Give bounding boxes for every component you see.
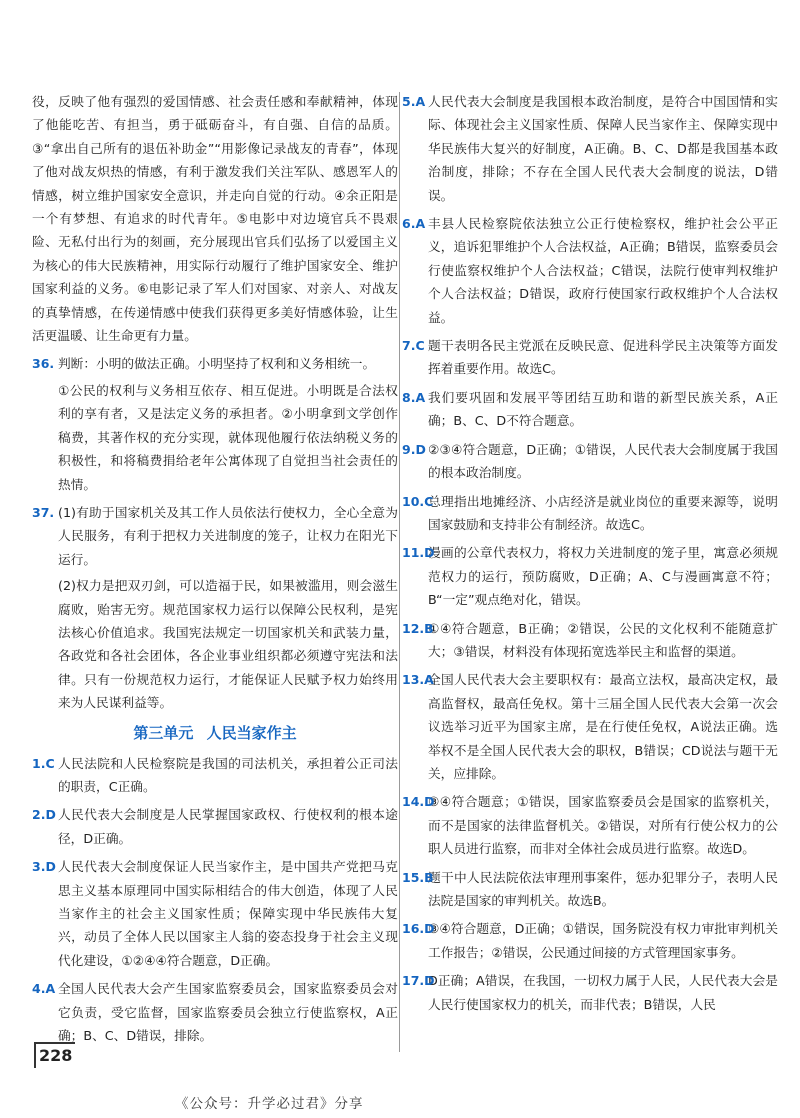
answer-37-part-2: (2)权力是把双刃剑，可以造福于民，如果被滥用，则会滋生腐败，贻害无穷。规范国家权力运行以保障公民权利，是宪法核心价值追求。我国宪法规定一切国家机关和武装力量，各政党和各社会团体，各企业事业组织都必须遵守宪法和法律。只有一份规范权力运行，才能保证人民赋予权力始终用来为人民谋利益等。 — [58, 578, 398, 711]
answer-number: 12.B — [402, 620, 434, 636]
left-column — [32, 90, 398, 1052]
answer-item — [32, 752, 398, 799]
answer-number: 11.D — [402, 545, 435, 561]
answer-37-number: 37. — [32, 504, 55, 520]
answer-number: 2.D — [32, 807, 56, 823]
answer-36 — [32, 352, 398, 375]
answer-number: 8.A — [402, 389, 426, 405]
answer-text: 人民法院和人民检察院是我国的司法机关，承担着公正司法的职责，C正确。 — [58, 755, 398, 794]
answer-item — [402, 334, 778, 381]
answer-text: D正确；A错误，在我国，一切权力属于人民，人民代表大会是人民行使国家权力的机关，而非代表；B错误，人民 — [428, 973, 778, 1012]
answer-item — [402, 617, 778, 664]
right-column — [402, 90, 778, 1021]
answer-text: 漫画的公章代表权力，将权力关进制度的笼子里，寓意必须规范权力的运行，预防腐败，D正确；A、C与漫画寓意不符；B“一定”观点绝对化，错误。 — [428, 545, 778, 608]
answer-item — [32, 803, 398, 850]
answer-number: 6.A — [402, 216, 426, 232]
answer-number: 3.D — [32, 859, 56, 875]
answer-item — [32, 855, 398, 972]
answer-number: 10.C — [402, 493, 434, 509]
answer-number: 17.D — [402, 973, 435, 989]
answer-37-part-1: (1)有助于国家机关及其工作人员依法行使权力，全心全意为人民服务，有利于把权力关进制度的笼子，让权力在阳光下运行。 — [58, 504, 398, 567]
answer-text: 题干表明各民主党派在反映民意、促进科学民主决策等方面发挥着重要作用。故选C。 — [428, 338, 778, 377]
answer-number: 15.B — [402, 869, 434, 885]
answer-item — [402, 386, 778, 433]
answer-text: 丰县人民检察院依法独立公正行使检察权，维护社会公平正义，追诉犯罪维护个人合法权益，A正确；B错误，监察委员会行使监察权维护个人合法权益；C错误，法院行使审判权维护个人合法权益；D错误，政府行使国家行政权维护个人合法权益。 — [428, 216, 778, 325]
answer-37 — [32, 501, 398, 571]
answer-item — [402, 668, 778, 785]
answer-36-judgement: 判断：小明的做法正确。小明坚持了权利和义务相统一。 — [58, 356, 376, 372]
answer-text: 人民代表大会制度保证人民当家作主，是中国共产党把马克思主义基本原理同中国实际相结合的伟大创造，体现了人民当家作主的社会主义国家性质；保障实现中华民族伟大复兴，动员了全体人民以国家主人翁的姿态投身于社会主义现代化建设，①②④④符合题意，D正确。 — [58, 859, 398, 968]
answer-text: 总理指出地摊经济、小店经济是就业岗位的重要来源等，说明国家鼓励和支持非公有制经济。故选C。 — [428, 493, 778, 532]
answer-item — [402, 969, 778, 1016]
answer-number: 1.C — [32, 755, 55, 771]
page-number: 228 — [34, 1042, 75, 1068]
answer-text: 题干中人民法院依法审理刑事案件，惩办犯罪分子，表明人民法院是国家的审判机关。故选B。 — [428, 869, 778, 908]
answer-text: 人民代表大会制度是我国根本政治制度，是符合中国国情和实际、体现社会主义国家性质、保障人民当家作主、保障实现中华民族伟大复兴的好制度，A正确。B、C、D都是我国基本政治制度，排除；不存在全国人民代表大会制度的说法，D错误。 — [428, 94, 778, 203]
answer-36-explanation: ①公民的权利与义务相互依存、相互促进。小明既是合法权利的享有者，又是法定义务的承担者。②小明拿到文学创作稿费，其著作权的充分实现，就体现他履行依法纳税义务的积极性，和将稿费捐给老年公寓体现了自觉担当社会责任的热情。 — [58, 382, 398, 492]
footer-share-text: 《公众号：升学必过君》分享 — [175, 1096, 364, 1112]
answer-text: 人民代表大会制度是人民掌握国家政权、行使权利的根本途径，D正确。 — [58, 807, 398, 846]
answer-number: 14.D — [402, 794, 435, 810]
answer-number: 16.D — [402, 921, 435, 937]
answer-text: ③④符合题意；①错误，国家监察委员会是国家的监察机关，而不是国家的法律监督机关。②错误，对所有行使公权力的公职人员进行监察，而非对全体社会成员进行监察。故选D。 — [428, 794, 778, 857]
answer-item — [402, 90, 778, 207]
answer-item — [402, 790, 778, 860]
answer-item — [402, 438, 778, 485]
answer-text: 我们要巩固和发展平等团结互助和谐的新型民族关系，A正确；B、C、D不符合题意。 — [428, 389, 778, 429]
answer-item — [402, 212, 778, 329]
answer-text: ②③④符合题意，D正确；①错误，人民代表大会制度属于我国的根本政治制度。 — [428, 441, 778, 481]
answer-item — [402, 917, 778, 964]
answer-text: ①④符合题意，B正确；②错误，公民的文化权利不能随意扩大；③错误，材料没有体现拓宽选举民主和监督的渠道。 — [428, 620, 778, 659]
answer-number: 9.D — [402, 441, 426, 457]
answer-item — [402, 866, 778, 913]
unit-title: 人民当家作主 — [206, 723, 297, 742]
answer-number: 4.A — [32, 981, 56, 997]
answer-36-number: 36. — [32, 356, 55, 372]
answer-text: 全国人民代表大会产生国家监察委员会，国家监察委员会对它负责，受它监督，国家监察委员会独立行使监察权，A正确；B、C、D错误，排除。 — [58, 981, 398, 1044]
unit-number: 第三单元 — [133, 723, 194, 742]
answer-number: 13.A — [402, 672, 434, 688]
answer-text: ③④符合题意，D正确；①错误，国务院没有权力审批审判机关工作报告；②错误，公民通过间接的方式管理国家事务。 — [428, 921, 778, 960]
answer-number: 5.A — [402, 94, 426, 109]
answer-item — [402, 541, 778, 611]
answer-text: 全国人民代表大会主要职权有：最高立法权，最高决定权，最高监督权，最高任免权。第十三届全国人民代表大会第一次会议选举习近平为国家主席，是在行使任免权，A说法正确。选举权不是全国人民代表大会的职权，B错误；CD说法与题干无关，应排除。 — [428, 672, 778, 781]
answer-paragraph-continued: 役，反映了他有强烈的爱国情感、社会责任感和奉献精神，体现了他能吃苦、有担当，勇于砥砺奋斗，有自强、自信的品质。③“拿出自己所有的退伍补助金”“用影像记录战友的青春”，体现了他对战友炽热的情感，有利于激发我们关注军队、感恩军人的情感，树立维护国家安全意识，并走向自觉的行动。④余正阳是一个有梦想、有追求的时代青年。⑤电影中对边境官兵不畏艰险、无私付出行为的刻画，充分展现出官兵们弘扬了以爱国主义为核心的伟大民族精神，用实际行动履行了维护国家安全、维护国家利益的义务。⑥电影记录了军人们对国家、对亲人、对战友的真挚情感，在传递情感中使我们获得更多美好情感体验，让生活更温暖、让生命更有力量。 — [32, 94, 398, 344]
column-divider — [399, 92, 400, 1052]
answer-item — [402, 490, 778, 537]
unit-heading — [32, 720, 398, 746]
answer-number: 7.C — [402, 338, 425, 354]
answer-item — [32, 977, 398, 1047]
